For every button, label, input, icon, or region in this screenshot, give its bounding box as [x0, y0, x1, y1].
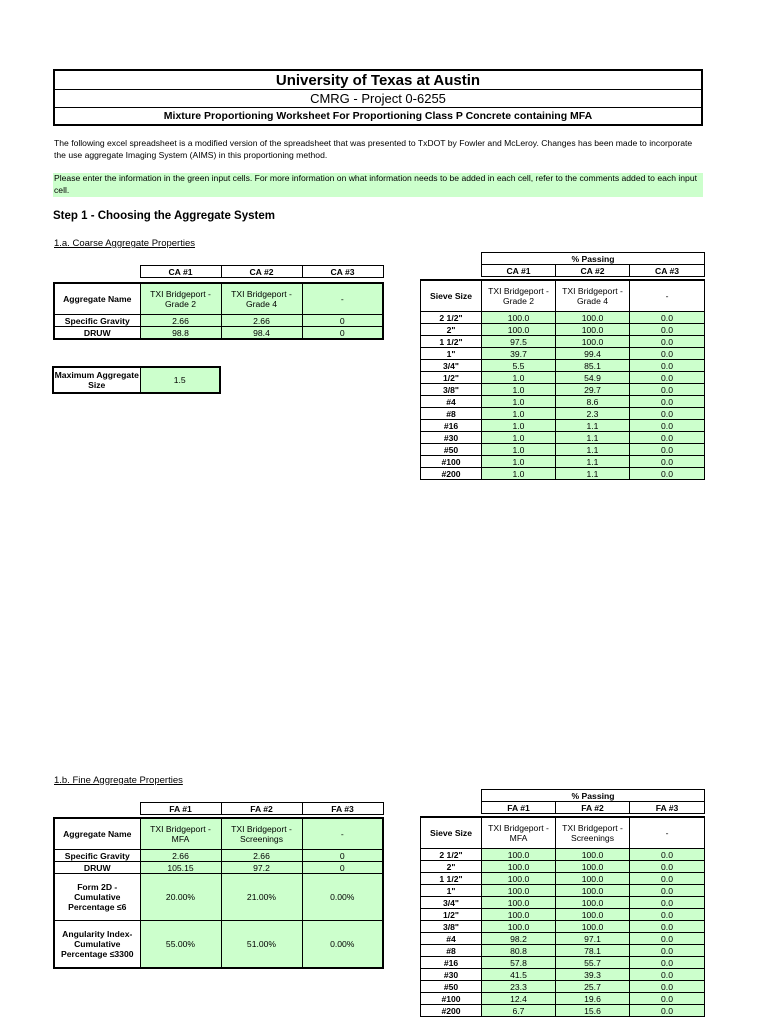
sieve-size: 2 1/2"	[421, 312, 482, 324]
agg-name-cell: TXI Bridgeport - Screenings	[556, 817, 630, 849]
row-label: Aggregate Name	[54, 283, 140, 315]
passing-input-cell[interactable]: 100.0	[556, 849, 630, 861]
sieve-row	[421, 957, 705, 969]
passing-input-cell[interactable]: 100.0	[482, 897, 556, 909]
sieve-row	[421, 372, 705, 384]
passing-input-cell[interactable]: 54.9	[556, 372, 630, 384]
passing-input-cell[interactable]: 1.0	[482, 444, 556, 456]
passing-input-cell[interactable]: 1.0	[482, 408, 556, 420]
passing-input-cell[interactable]: 55.7	[556, 957, 630, 969]
col-header: CA #2	[556, 265, 630, 277]
sieve-row	[421, 396, 705, 408]
input-cell[interactable]: 97.2	[221, 862, 302, 874]
passing-input-cell[interactable]: 97.1	[556, 933, 630, 945]
input-cell[interactable]: 0.00%	[302, 921, 383, 969]
sieve-row	[421, 444, 705, 456]
sieve-row	[421, 981, 705, 993]
passing-input-cell[interactable]: 98.2	[482, 933, 556, 945]
passing-input-cell[interactable]: 1.0	[482, 432, 556, 444]
input-cell[interactable]: 105.15	[140, 862, 221, 874]
passing-input-cell[interactable]: 0.0	[630, 372, 705, 384]
sieve-size: 3/4"	[421, 897, 482, 909]
step1-heading: Step 1 - Choosing the Aggregate System	[53, 210, 275, 222]
project-title: CMRG - Project 0-6255	[53, 89, 703, 108]
passing-input-cell[interactable]: 100.0	[556, 885, 630, 897]
sieve-row	[421, 993, 705, 1005]
row-label: Angularity Index-Cumulative Percentage ≤3300	[54, 921, 140, 969]
passing-input-cell[interactable]: 0.0	[630, 861, 705, 873]
sieve-size: #200	[421, 468, 482, 480]
input-cell[interactable]: TXI Bridgeport - Screenings	[221, 818, 302, 850]
sieve-row	[421, 933, 705, 945]
passing-input-cell[interactable]: 0.0	[630, 873, 705, 885]
passing-input-cell[interactable]: 0.0	[630, 957, 705, 969]
sieve-row	[421, 849, 705, 861]
passing-input-cell[interactable]: 1.1	[556, 456, 630, 468]
passing-input-cell[interactable]: 57.8	[482, 957, 556, 969]
passing-input-cell[interactable]: 0.0	[630, 336, 705, 348]
sieve-row	[421, 456, 705, 468]
sieve-row	[421, 324, 705, 336]
coarse-properties-table	[53, 265, 384, 340]
sieve-size: 2 1/2"	[421, 849, 482, 861]
fine-properties-table	[53, 802, 384, 969]
worksheet-subtitle: Mixture Proportioning Worksheet For Proportioning Class P Concrete containing MFA	[53, 107, 703, 126]
empty-cell	[54, 266, 140, 278]
sieve-row	[421, 861, 705, 873]
row-label: DRUW	[54, 862, 140, 874]
sieve-size: 3/4"	[421, 360, 482, 372]
passing-input-cell[interactable]: 1.1	[556, 432, 630, 444]
input-cell[interactable]: 98.4	[221, 327, 302, 340]
input-cell[interactable]: 98.8	[140, 327, 221, 340]
passing-input-cell[interactable]: 15.6	[556, 1005, 630, 1017]
passing-input-cell[interactable]: 0.0	[630, 933, 705, 945]
fine-heading: 1.b. Fine Aggregate Properties	[54, 775, 183, 786]
row-label: DRUW	[54, 327, 140, 340]
passing-input-cell[interactable]: 100.0	[556, 312, 630, 324]
passing-input-cell[interactable]: 100.0	[556, 861, 630, 873]
sieve-size: 1"	[421, 885, 482, 897]
passing-input-cell[interactable]: 1.0	[482, 396, 556, 408]
passing-input-cell[interactable]: 1.1	[556, 420, 630, 432]
passing-input-cell[interactable]: 100.0	[556, 921, 630, 933]
input-cell[interactable]: 2.66	[140, 850, 221, 862]
passing-input-cell[interactable]: 23.3	[482, 981, 556, 993]
sieve-row	[421, 909, 705, 921]
sieve-size: #16	[421, 957, 482, 969]
sieve-size: 1/2"	[421, 909, 482, 921]
row-label: Sieve Size	[421, 817, 482, 849]
max-agg-size-table	[52, 366, 221, 394]
input-cell[interactable]: 55.00%	[140, 921, 221, 969]
page-title: University of Texas at Austin	[53, 69, 703, 90]
sieve-size: #16	[421, 420, 482, 432]
passing-input-cell[interactable]: 1.0	[482, 468, 556, 480]
passing-input-cell[interactable]: 0.0	[630, 909, 705, 921]
sieve-size: #100	[421, 456, 482, 468]
passing-input-cell[interactable]: 0.0	[630, 396, 705, 408]
sieve-row	[421, 336, 705, 348]
passing-input-cell[interactable]: 0.0	[630, 348, 705, 360]
input-cell[interactable]: 0	[302, 315, 383, 327]
agg-name-cell: -	[630, 280, 705, 312]
row-label: Form 2D - Cumulative Percentage ≤6	[54, 874, 140, 921]
sieve-row	[421, 360, 705, 372]
col-header: FA #2	[221, 803, 302, 815]
sieve-size: #30	[421, 432, 482, 444]
sieve-size: #4	[421, 933, 482, 945]
sieve-size: 1/2"	[421, 372, 482, 384]
sieve-row	[421, 432, 705, 444]
sieve-size: 1"	[421, 348, 482, 360]
passing-input-cell[interactable]: 100.0	[482, 885, 556, 897]
sieve-row	[421, 348, 705, 360]
agg-name-cell: TXI Bridgeport - Grade 4	[556, 280, 630, 312]
intro-text: The following excel spreadsheet is a modified version of the spreadsheet that was presented to TxDOT by Fowler and McLeroy. Changes has been made to incorporate the use aggregate Imaging System (AIMS) in this proportioning method.	[54, 138, 693, 160]
sieve-row	[421, 897, 705, 909]
passing-input-cell[interactable]: 99.4	[556, 348, 630, 360]
passing-input-cell[interactable]: 0.0	[630, 969, 705, 981]
passing-input-cell[interactable]: 25.7	[556, 981, 630, 993]
passing-input-cell[interactable]: 100.0	[556, 873, 630, 885]
sieve-size: #8	[421, 408, 482, 420]
col-header: CA #1	[482, 265, 556, 277]
passing-input-cell[interactable]: 0.0	[630, 981, 705, 993]
passing-input-cell[interactable]: 100.0	[482, 849, 556, 861]
agg-name-cell: TXI Bridgeport - MFA	[482, 817, 556, 849]
passing-input-cell[interactable]: 1.0	[482, 420, 556, 432]
sieve-row	[421, 1005, 705, 1017]
row-label: Maximum Aggregate Size	[53, 367, 140, 393]
agg-name-cell: -	[630, 817, 705, 849]
col-header: CA #2	[221, 266, 302, 278]
passing-input-cell[interactable]: 97.5	[482, 336, 556, 348]
sieve-row	[421, 945, 705, 957]
passing-input-cell[interactable]: 0.0	[630, 360, 705, 372]
passing-input-cell[interactable]: 0.0	[630, 921, 705, 933]
sieve-row	[421, 468, 705, 480]
fine-gradation-table	[420, 789, 705, 1017]
input-cell[interactable]: 20.00%	[140, 874, 221, 921]
passing-input-cell[interactable]: 0.0	[630, 993, 705, 1005]
input-cell[interactable]: 0	[302, 850, 383, 862]
sieve-size: 1 1/2"	[421, 336, 482, 348]
col-header: FA #3	[302, 803, 383, 815]
passing-input-cell[interactable]: 39.7	[482, 348, 556, 360]
passing-input-cell[interactable]: 1.0	[482, 456, 556, 468]
passing-input-cell[interactable]: 85.1	[556, 360, 630, 372]
passing-input-cell[interactable]: 1.1	[556, 444, 630, 456]
passing-input-cell[interactable]: 1.0	[482, 372, 556, 384]
passing-input-cell[interactable]: 1.1	[556, 468, 630, 480]
passing-input-cell[interactable]: 8.6	[556, 396, 630, 408]
passing-input-cell[interactable]: 0.0	[630, 849, 705, 861]
input-cell[interactable]: -	[302, 818, 383, 850]
input-cell[interactable]: TXI Bridgeport - MFA	[140, 818, 221, 850]
passing-input-cell[interactable]: 2.3	[556, 408, 630, 420]
agg-name-cell: TXI Bridgeport - Grade 2	[482, 280, 556, 312]
passing-input-cell[interactable]: 80.8	[482, 945, 556, 957]
passing-input-cell[interactable]: 0.0	[630, 468, 705, 480]
passing-header: % Passing	[482, 790, 705, 802]
passing-input-cell[interactable]: 0.0	[630, 420, 705, 432]
passing-input-cell[interactable]: 0.0	[630, 945, 705, 957]
input-cell[interactable]: 2.66	[221, 850, 302, 862]
passing-input-cell[interactable]: 5.5	[482, 360, 556, 372]
input-cell[interactable]: TXI Bridgeport - Grade 2	[140, 283, 221, 315]
passing-input-cell[interactable]: 29.7	[556, 384, 630, 396]
passing-input-cell[interactable]: 100.0	[482, 909, 556, 921]
passing-input-cell[interactable]: 6.7	[482, 1005, 556, 1017]
input-cell[interactable]: TXI Bridgeport - Grade 4	[221, 283, 302, 315]
sieve-row	[421, 408, 705, 420]
sieve-size: #50	[421, 981, 482, 993]
sieve-size: 3/8"	[421, 921, 482, 933]
col-header: FA #2	[556, 802, 630, 814]
passing-input-cell[interactable]: 41.5	[482, 969, 556, 981]
sieve-row	[421, 420, 705, 432]
sieve-size: #4	[421, 396, 482, 408]
sieve-row	[421, 873, 705, 885]
col-header: CA #3	[302, 266, 383, 278]
input-cell[interactable]: 0	[302, 327, 383, 340]
sieve-size: #8	[421, 945, 482, 957]
passing-input-cell[interactable]: 100.0	[482, 312, 556, 324]
coarse-heading: 1.a. Coarse Aggregate Properties	[54, 238, 196, 249]
col-header: FA #1	[482, 802, 556, 814]
passing-input-cell[interactable]: 0.0	[630, 1005, 705, 1017]
col-header: CA #3	[630, 265, 705, 277]
sieve-size: 2"	[421, 861, 482, 873]
input-cell[interactable]: 51.00%	[221, 921, 302, 969]
passing-input-cell[interactable]: 0.0	[630, 885, 705, 897]
passing-input-cell[interactable]: 100.0	[482, 873, 556, 885]
sieve-row	[421, 921, 705, 933]
passing-header: % Passing	[482, 253, 705, 265]
passing-input-cell[interactable]: 0.0	[630, 324, 705, 336]
passing-input-cell[interactable]: 0.0	[630, 432, 705, 444]
row-label: Specific Gravity	[54, 850, 140, 862]
passing-input-cell[interactable]: 100.0	[556, 897, 630, 909]
passing-input-cell[interactable]: 19.6	[556, 993, 630, 1005]
input-cell[interactable]: 21.00%	[221, 874, 302, 921]
passing-input-cell[interactable]: 100.0	[482, 324, 556, 336]
passing-input-cell[interactable]: 39.3	[556, 969, 630, 981]
sieve-row	[421, 384, 705, 396]
passing-input-cell[interactable]: 100.0	[556, 909, 630, 921]
passing-input-cell[interactable]: 0.0	[630, 312, 705, 324]
sieve-size: 3/8"	[421, 384, 482, 396]
passing-input-cell[interactable]: 0.0	[630, 444, 705, 456]
passing-input-cell[interactable]: 1.0	[482, 384, 556, 396]
passing-input-cell[interactable]: 78.1	[556, 945, 630, 957]
sieve-size: 2"	[421, 324, 482, 336]
sieve-row	[421, 885, 705, 897]
sieve-row	[421, 969, 705, 981]
passing-input-cell[interactable]: 0.0	[630, 408, 705, 420]
sieve-size: #200	[421, 1005, 482, 1017]
instruction-note: Please enter the information in the green input cells. For more information on what information needs to be added in each cell, refer to the comments added to each input cell.	[53, 173, 703, 197]
passing-input-cell[interactable]: 100.0	[482, 861, 556, 873]
input-cell[interactable]: 2.66	[140, 315, 221, 327]
passing-input-cell[interactable]: 12.4	[482, 993, 556, 1005]
input-cell[interactable]: 1.5	[140, 367, 220, 393]
col-header: FA #3	[630, 802, 705, 814]
input-cell[interactable]: 0	[302, 862, 383, 874]
empty-cell	[54, 803, 140, 815]
row-label: Aggregate Name	[54, 818, 140, 850]
sieve-size: #100	[421, 993, 482, 1005]
input-cell[interactable]: 2.66	[221, 315, 302, 327]
passing-input-cell[interactable]: 0.0	[630, 897, 705, 909]
passing-input-cell[interactable]: 100.0	[556, 324, 630, 336]
passing-input-cell[interactable]: 0.0	[630, 456, 705, 468]
sieve-row	[421, 312, 705, 324]
passing-input-cell[interactable]: 100.0	[482, 921, 556, 933]
passing-input-cell[interactable]: 100.0	[556, 336, 630, 348]
sieve-size: #50	[421, 444, 482, 456]
row-label: Specific Gravity	[54, 315, 140, 327]
input-cell[interactable]: -	[302, 283, 383, 315]
sieve-size: 1 1/2"	[421, 873, 482, 885]
input-cell[interactable]: 0.00%	[302, 874, 383, 921]
passing-input-cell[interactable]: 0.0	[630, 384, 705, 396]
col-header: CA #1	[140, 266, 221, 278]
row-label: Sieve Size	[421, 280, 482, 312]
coarse-gradation-table	[420, 252, 705, 480]
sieve-size: #30	[421, 969, 482, 981]
col-header: FA #1	[140, 803, 221, 815]
